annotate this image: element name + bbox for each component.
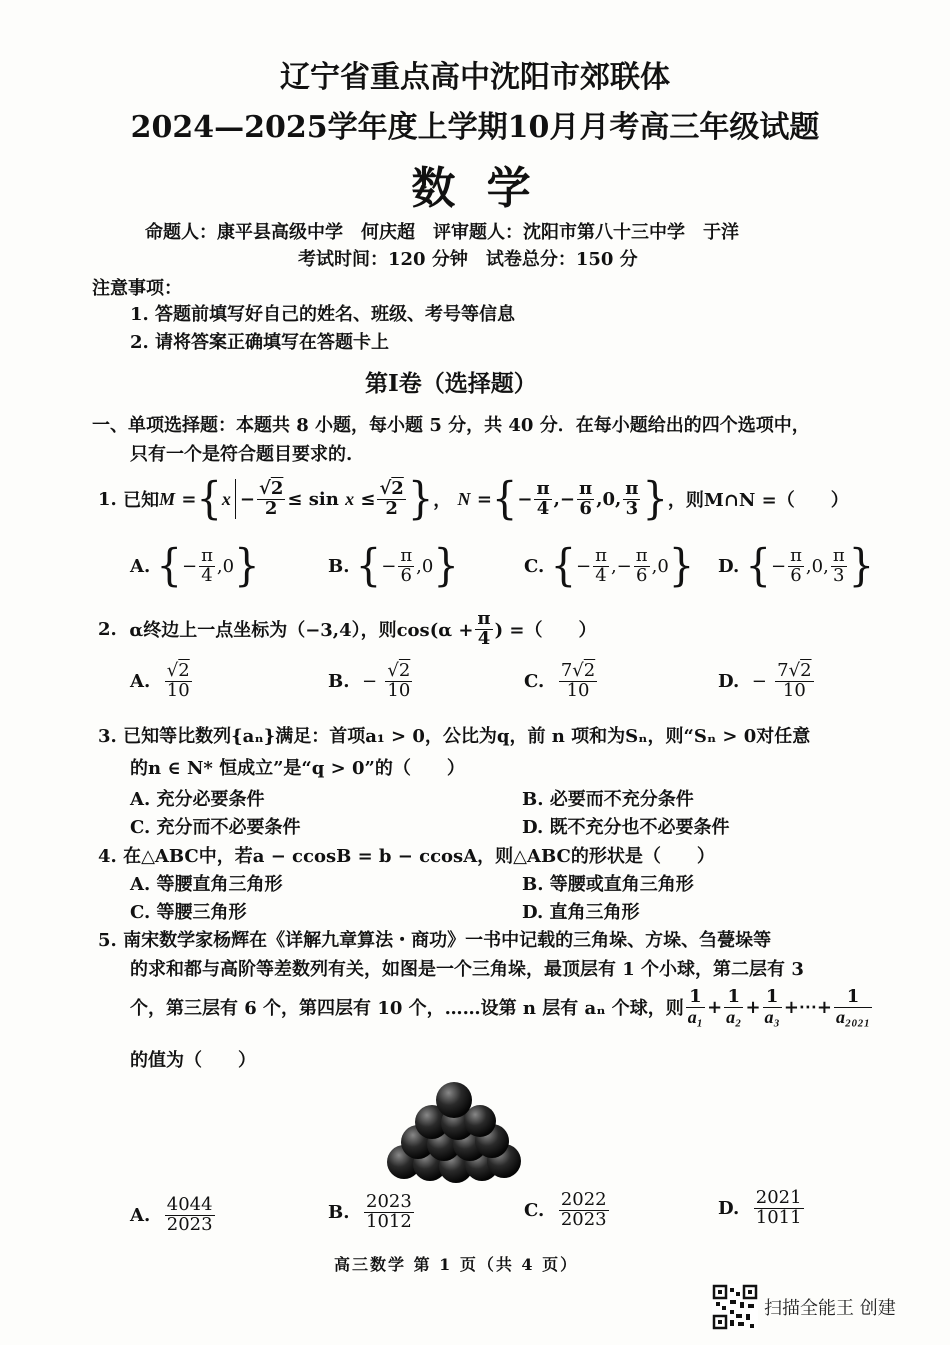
left-brace: { — [156, 540, 182, 592]
fraction-pi-over-6: $\frac{\pi}{6}$ — [400, 544, 413, 586]
fraction-pi-over-6: $\frac{\pi}{6}$ — [635, 544, 648, 586]
fraction-pi-over-6: $\frac{\pi}{6}$ — [790, 544, 802, 586]
fraction-pi-over-4: $\frac{\pi}{4}$ — [477, 608, 491, 649]
section-instruction-1: 一、单项选择题：本题共 8 小题，每小题 5 分，共 40 分．在每小题给出的四个选项中， — [92, 415, 810, 436]
q4-option-b: B. 等腰或直角三角形 — [522, 874, 694, 895]
question-4 — [98, 842, 715, 868]
fraction-sqrt2-over-2: $\frac{√2}{2}$ — [379, 477, 404, 519]
q4-text: 在△ABC中，若a − ccosB = b − ccosA，则△ABC的形状是（ ） — [123, 846, 715, 867]
fraction-pi-over-3: $\frac{\pi}{3}$ — [625, 477, 639, 519]
notes-title: 注意事项： — [92, 278, 182, 299]
pile-balls — [387, 1082, 521, 1183]
section-title: 第Ⅰ卷（选择题） — [365, 370, 537, 397]
q1-set-n: N — [457, 488, 471, 509]
option-fraction: $\frac{2021}{1011}$ — [755, 1187, 802, 1228]
q1-lead: 已知 — [123, 490, 160, 511]
left-brace: { — [491, 473, 518, 525]
option-label: B. — [328, 670, 350, 692]
q4-option-d: D. 直角三角形 — [522, 902, 640, 923]
subject-title: 数 学 — [411, 163, 539, 214]
fraction-pi-over-4: $\frac{\pi}{4}$ — [201, 544, 213, 586]
q2-number: 2. — [98, 618, 117, 640]
zero: 0 — [602, 488, 615, 510]
option-label: D. — [718, 670, 740, 692]
option-label: A. — [130, 1204, 151, 1226]
zero: 0 — [811, 555, 824, 577]
sin-label: sin — [308, 488, 339, 510]
q5-line-3-text: 个，第三层有 6 个，第四层有 10 个，……设第 n 层有 aₙ 个球，则 — [130, 998, 684, 1020]
q3-option-d: D. 既不充分也不必要条件 — [522, 817, 730, 838]
plus-sign: + — [745, 996, 761, 1018]
q1-var-x: x — [221, 488, 231, 509]
question-5 — [98, 926, 771, 952]
option-label: B. — [328, 555, 350, 577]
q3-line-2: 的n ∈ N* 恒成立”是“q > 0”的（ ） — [130, 758, 465, 779]
fraction-sqrt2-over-10: $\frac{√2}{10}$ — [387, 660, 411, 701]
q4-option-c: C. 等腰三角形 — [130, 902, 247, 923]
exam-title: 2024—2025学年度上学期10月月考高三年级试题 — [130, 110, 820, 145]
left-brace: { — [196, 473, 222, 525]
q4-number: 4. — [98, 846, 117, 867]
q3-option-a: A. 充分必要条件 — [130, 789, 265, 810]
left-brace: { — [550, 540, 577, 592]
option-label: D. — [718, 555, 740, 577]
fraction-1-over-a1: $\frac{1}{\text{a₁}}$ — [687, 986, 704, 1027]
radicand: 2 — [391, 477, 404, 499]
watermark-text: 扫描全能王 创建 — [764, 1298, 896, 1319]
right-brace: } — [668, 540, 695, 592]
q5-line-4: 的值为（ ） — [130, 1050, 256, 1071]
option-label: A. — [130, 670, 151, 692]
denominator: 2 — [264, 497, 278, 519]
fraction-7sqrt2-over-10: $\frac{7√2}{10}$ — [777, 660, 812, 701]
right-brace: } — [642, 473, 668, 525]
minus-sign: − — [362, 670, 378, 692]
q3-option-b: B. 必要而不充分条件 — [522, 789, 694, 810]
option-label: C. — [524, 1199, 545, 1221]
option-label: B. — [328, 1201, 350, 1223]
q5-option-c — [524, 1191, 611, 1230]
q1-option-d: D. { − $\frac{\pi}{6}$ , 0 , $\frac{\pi}{3}$ } — [718, 540, 875, 592]
q5-line-2: 的求和都与高阶等差数列有关，如图是一个三角垛，最顶层有 1 个小球，第二层有 3 — [130, 959, 804, 980]
q1-option-c: C. { − $\frac{\pi}{4}$ ,− $\frac{\pi}{6}$ , 0 } — [524, 540, 695, 592]
fraction-1-over-a2021: $\frac{1}{\text{a₂₀₂₁}}$ — [836, 986, 871, 1027]
section-instruction-2: 只有一个是符合题目要求的. — [130, 444, 353, 465]
q2-text: α终边上一点坐标为（−3,4），则cos(α + — [129, 620, 474, 642]
question-2 — [98, 610, 596, 649]
right-brace: } — [234, 540, 260, 592]
ellipsis-sum: +⋯+ — [783, 996, 832, 1018]
q4-option-a: A. 等腰直角三角形 — [130, 874, 283, 895]
note-item: 1. 答题前填写好自己的姓名、班级、考号等信息 — [130, 304, 516, 325]
fraction-1-over-a3: $\frac{1}{\text{a₃}}$ — [764, 986, 780, 1027]
scanner-watermark — [712, 1284, 896, 1330]
set-bar — [235, 479, 236, 519]
fraction-sqrt2-over-10: $\frac{√2}{10}$ — [166, 660, 190, 701]
fraction-pi-over-4: $\frac{\pi}{4}$ — [595, 544, 607, 586]
zero: 0 — [421, 555, 434, 577]
left-brace: { — [745, 540, 771, 592]
exam-org: 辽宁省重点高中沈阳市郊联体 — [280, 60, 670, 95]
fraction-sqrt2-over-2: $\frac{√2}{2}$ — [259, 477, 284, 519]
q2-option-a — [130, 662, 194, 701]
question-3 — [98, 722, 810, 748]
question-1: 1. 已知 M = { x − $\frac{√2}{2}$ ≤ sin x ≤ $\frac{√2}{2}$ } ， N = { − $\frac{\pi}{4}$ ,− $\frac{\pi}{6}$ , 0 , $\frac{\pi}{3}$ } ，则M∩N =（ ） — [98, 473, 849, 525]
q5-option-d — [718, 1189, 806, 1228]
fraction-7sqrt2-over-10: $\frac{7√2}{10}$ — [560, 660, 596, 701]
option-label: D. — [718, 1197, 740, 1219]
page-footer: 高三数学 第 1 页（共 4 页） — [334, 1255, 579, 1274]
triangular-pile-figure — [384, 1078, 524, 1183]
q2-option-b — [328, 662, 414, 701]
q5-number: 5. — [98, 930, 117, 951]
q1-set-m: M — [159, 488, 176, 509]
qr-code-icon — [712, 1284, 758, 1330]
q2-option-d — [718, 662, 816, 701]
note-item: 2. 请将答案正确填写在答题卡上 — [130, 332, 390, 353]
q3-number: 3. — [98, 726, 117, 747]
q1-ask: ，则M∩N =（ ） — [667, 490, 849, 511]
denominator: 2 — [385, 497, 398, 519]
zero: 0 — [222, 555, 235, 577]
q5-line-3 — [130, 988, 874, 1027]
q1-number: 1. — [98, 488, 117, 510]
left-brace: { — [355, 540, 382, 592]
q1-option-a: A. { − $\frac{\pi}{4}$ , 0 } — [130, 540, 260, 592]
q1-option-b: B. { − $\frac{\pi}{6}$ , 0 } — [328, 540, 459, 592]
q2-text-end: ) =（ ） — [494, 620, 597, 642]
q3-line-1: 已知等比数列{aₙ}满足：首项a₁ > 0，公比为q，前 n 项和为Sₙ，则“Sₙ > 0对任意 — [123, 726, 811, 747]
fraction-pi-over-4: $\frac{\pi}{4}$ — [536, 477, 550, 519]
right-brace: } — [433, 540, 459, 592]
fraction-pi-over-6: $\frac{\pi}{6}$ — [579, 477, 593, 519]
q3-option-c: C. 充分而不必要条件 — [130, 817, 301, 838]
fraction-pi-over-3: $\frac{\pi}{3}$ — [832, 544, 845, 586]
right-brace: } — [407, 473, 434, 525]
minus-sign: − — [751, 670, 767, 692]
option-fraction: $\frac{2022}{2023}$ — [560, 1189, 607, 1230]
option-label: C. — [524, 670, 545, 692]
q5-option-a — [130, 1196, 217, 1235]
right-brace: } — [848, 540, 875, 592]
q5-option-b — [328, 1193, 416, 1232]
option-label: C. — [524, 555, 545, 577]
option-label: A. — [130, 555, 151, 577]
plus-sign: + — [707, 996, 723, 1018]
option-fraction: $\frac{2023}{1012}$ — [366, 1191, 412, 1232]
radicand: 2 — [270, 477, 284, 499]
time-info: 考试时间：120 分钟 试卷总分：150 分 — [298, 249, 638, 270]
zero: 0 — [657, 555, 669, 577]
q2-option-c — [524, 662, 599, 701]
fraction-1-over-a2: $\frac{1}{\text{a₂}}$ — [726, 986, 742, 1027]
option-fraction: $\frac{4044}{2023}$ — [166, 1194, 213, 1235]
q1-var-x: x — [345, 488, 355, 509]
authors-line: 命题人：康平县高级中学 何庆超 评审题人：沈阳市第八十三中学 于洋 — [145, 222, 739, 243]
q5-line-1: 南宋数学家杨辉在《详解九章算法・商功》一书中记载的三角垛、方垛、刍甍垛等 — [123, 930, 772, 951]
